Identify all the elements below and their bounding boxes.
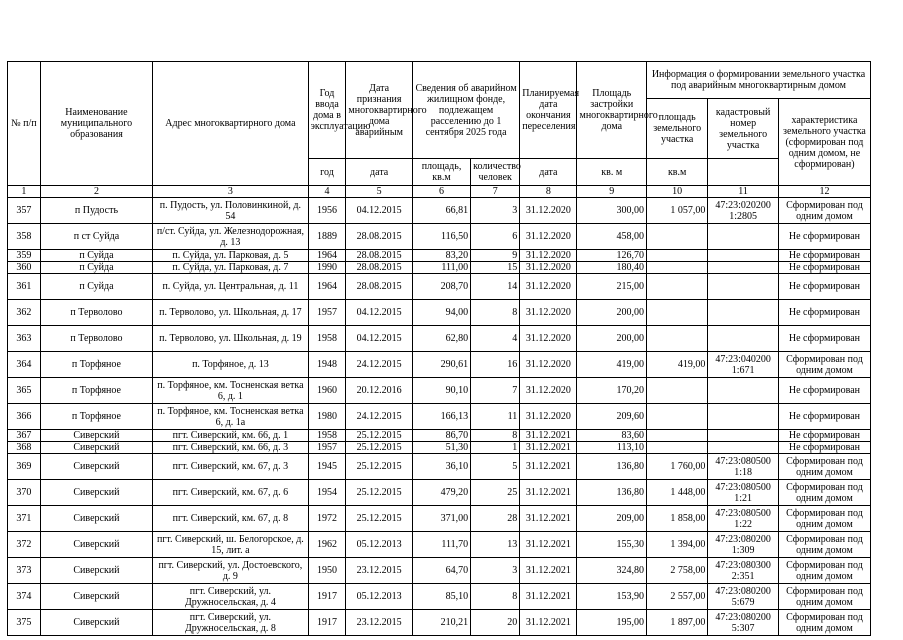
address-cell: п. Торфяное, км. Тосненская ветка 6, д. 1 bbox=[153, 378, 308, 404]
built-area-cell: 215,00 bbox=[577, 274, 647, 300]
row-number-cell: 371 bbox=[8, 506, 41, 532]
plan-date-cell: 31.12.2020 bbox=[520, 352, 577, 378]
people-cell: 11 bbox=[471, 404, 520, 430]
date-cell: 24.12.2015 bbox=[346, 404, 412, 430]
row-number-cell: 358 bbox=[8, 224, 41, 250]
table-row bbox=[8, 224, 871, 250]
table-row bbox=[8, 250, 871, 262]
row-number-cell: 359 bbox=[8, 250, 41, 262]
header-address: Адрес многоквартирного дома bbox=[153, 62, 308, 186]
year-cell: 1956 bbox=[308, 198, 346, 224]
date-cell: 25.12.2015 bbox=[346, 480, 412, 506]
row-number-cell: 360 bbox=[8, 262, 41, 274]
land-area-cell: 2 557,00 bbox=[647, 584, 708, 610]
col-number: 1 bbox=[8, 186, 41, 198]
cadastral-cell: 47:23:080500 1:21 bbox=[708, 480, 779, 506]
characteristic-cell: Сформирован под одним домом bbox=[778, 532, 870, 558]
table-row bbox=[8, 532, 871, 558]
cadastral-cell bbox=[708, 224, 779, 250]
unit-people: количество человек bbox=[471, 159, 520, 186]
cadastral-cell bbox=[708, 300, 779, 326]
people-cell: 8 bbox=[471, 300, 520, 326]
col-number: 2 bbox=[40, 186, 152, 198]
built-area-cell: 126,70 bbox=[577, 250, 647, 262]
cadastral-cell bbox=[708, 442, 779, 454]
characteristic-cell: Не сформирован bbox=[778, 250, 870, 262]
address-cell: п. Суйда, ул. Центральная, д. 11 bbox=[153, 274, 308, 300]
area-cell: 51,30 bbox=[412, 442, 470, 454]
date-cell: 25.12.2015 bbox=[346, 430, 412, 442]
people-cell: 4 bbox=[471, 326, 520, 352]
plan-date-cell: 31.12.2021 bbox=[520, 480, 577, 506]
unit-land-area: кв.м bbox=[647, 159, 708, 186]
year-cell: 1945 bbox=[308, 454, 346, 480]
people-cell: 8 bbox=[471, 430, 520, 442]
address-cell: пгт. Сиверский, ул. Дружносельская, д. 8 bbox=[153, 610, 308, 636]
row-number-cell: 362 bbox=[8, 300, 41, 326]
area-cell: 290,61 bbox=[412, 352, 470, 378]
cadastral-cell bbox=[708, 326, 779, 352]
date-cell: 28.08.2015 bbox=[346, 274, 412, 300]
land-area-cell: 1 858,00 bbox=[647, 506, 708, 532]
characteristic-cell: Не сформирован bbox=[778, 224, 870, 250]
cadastral-cell: 47:23:080500 1:18 bbox=[708, 454, 779, 480]
header-year: Год ввода дома в эксплуатацию bbox=[308, 62, 346, 159]
address-cell: п. Торфяное, д. 13 bbox=[153, 352, 308, 378]
characteristic-cell: Сформирован под одним домом bbox=[778, 352, 870, 378]
land-area-cell bbox=[647, 250, 708, 262]
municipality-cell: п Суйда bbox=[40, 274, 152, 300]
municipality-cell: Сиверский bbox=[40, 610, 152, 636]
address-cell: п. Суйда, ул. Парковая, д. 5 bbox=[153, 250, 308, 262]
header-built-area: Площадь застройки многоквартирного дома bbox=[577, 62, 647, 159]
built-area-cell: 136,80 bbox=[577, 480, 647, 506]
date-cell: 04.12.2015 bbox=[346, 198, 412, 224]
characteristic-cell: Не сформирован bbox=[778, 274, 870, 300]
row-number-cell: 361 bbox=[8, 274, 41, 300]
people-cell: 7 bbox=[471, 378, 520, 404]
municipality-cell: п Торфяное bbox=[40, 404, 152, 430]
characteristic-cell: Сформирован под одним домом bbox=[778, 506, 870, 532]
municipality-cell: п Торфяное bbox=[40, 352, 152, 378]
cadastral-cell bbox=[708, 262, 779, 274]
header-recognition-date: Дата признания многоквартирного дома аварийным bbox=[346, 62, 412, 159]
land-area-cell bbox=[647, 224, 708, 250]
row-number-cell: 367 bbox=[8, 430, 41, 442]
characteristic-cell: Не сформирован bbox=[778, 326, 870, 352]
cadastral-cell: 47:23:080300 2:351 bbox=[708, 558, 779, 584]
plan-date-cell: 31.12.2021 bbox=[520, 430, 577, 442]
address-cell: п. Пудость, ул. Половинкиной, д. 54 bbox=[153, 198, 308, 224]
plan-date-cell: 31.12.2020 bbox=[520, 274, 577, 300]
municipality-cell: Сиверский bbox=[40, 506, 152, 532]
built-area-cell: 209,00 bbox=[577, 506, 647, 532]
date-cell: 25.12.2015 bbox=[346, 442, 412, 454]
characteristic-cell: Сформирован под одним домом bbox=[778, 454, 870, 480]
date-cell: 28.08.2015 bbox=[346, 262, 412, 274]
plan-date-cell: 31.12.2021 bbox=[520, 442, 577, 454]
table-body bbox=[8, 198, 871, 636]
unit-cadastral bbox=[708, 159, 779, 186]
built-area-cell: 170,20 bbox=[577, 378, 647, 404]
people-cell: 16 bbox=[471, 352, 520, 378]
area-cell: 208,70 bbox=[412, 274, 470, 300]
table-row bbox=[8, 326, 871, 352]
built-area-cell: 113,10 bbox=[577, 442, 647, 454]
land-area-cell bbox=[647, 404, 708, 430]
people-cell: 20 bbox=[471, 610, 520, 636]
year-cell: 1948 bbox=[308, 352, 346, 378]
year-cell: 1917 bbox=[308, 584, 346, 610]
area-cell: 479,20 bbox=[412, 480, 470, 506]
land-area-cell bbox=[647, 430, 708, 442]
year-cell: 1958 bbox=[308, 430, 346, 442]
people-cell: 15 bbox=[471, 262, 520, 274]
date-cell: 23.12.2015 bbox=[346, 558, 412, 584]
col-number: 8 bbox=[520, 186, 577, 198]
year-cell: 1917 bbox=[308, 610, 346, 636]
characteristic-cell: Не сформирован bbox=[778, 442, 870, 454]
land-area-cell: 2 758,00 bbox=[647, 558, 708, 584]
table-row bbox=[8, 274, 871, 300]
unit-year: год bbox=[308, 159, 346, 186]
date-cell: 20.12.2016 bbox=[346, 378, 412, 404]
date-cell: 28.08.2015 bbox=[346, 250, 412, 262]
table-row bbox=[8, 198, 871, 224]
area-cell: 66,81 bbox=[412, 198, 470, 224]
table-row bbox=[8, 404, 871, 430]
row-number-cell: 364 bbox=[8, 352, 41, 378]
characteristic-cell: Сформирован под одним домом bbox=[778, 610, 870, 636]
cadastral-cell: 47:23:080200 1:309 bbox=[708, 532, 779, 558]
municipality-cell: п Торфяное bbox=[40, 378, 152, 404]
emergency-housing-table bbox=[7, 61, 871, 636]
built-area-cell: 83,60 bbox=[577, 430, 647, 442]
unit-plan-date: дата bbox=[520, 159, 577, 186]
year-cell: 1972 bbox=[308, 506, 346, 532]
address-cell: пгт. Сиверский, ул. Достоевского, д. 9 bbox=[153, 558, 308, 584]
area-cell: 111,00 bbox=[412, 262, 470, 274]
table-row bbox=[8, 480, 871, 506]
land-area-cell: 1 057,00 bbox=[647, 198, 708, 224]
characteristic-cell: Не сформирован bbox=[778, 262, 870, 274]
area-cell: 36,10 bbox=[412, 454, 470, 480]
area-cell: 94,00 bbox=[412, 300, 470, 326]
cadastral-cell: 47:23:040200 1:671 bbox=[708, 352, 779, 378]
column-numbers-row bbox=[8, 186, 871, 198]
characteristic-cell: Не сформирован bbox=[778, 378, 870, 404]
municipality-cell: п Терволово bbox=[40, 300, 152, 326]
municipality-cell: п Терволово bbox=[40, 326, 152, 352]
built-area-cell: 300,00 bbox=[577, 198, 647, 224]
unit-area: площадь, кв.м bbox=[412, 159, 470, 186]
row-number-cell: 375 bbox=[8, 610, 41, 636]
land-area-cell: 1 760,00 bbox=[647, 454, 708, 480]
plan-date-cell: 31.12.2020 bbox=[520, 378, 577, 404]
col-number: 10 bbox=[647, 186, 708, 198]
address-cell: пгт. Сиверский, ул. Дружносельская, д. 4 bbox=[153, 584, 308, 610]
header-number: № п/п bbox=[8, 62, 41, 186]
area-cell: 90,10 bbox=[412, 378, 470, 404]
date-cell: 05.12.2013 bbox=[346, 584, 412, 610]
municipality-cell: Сиверский bbox=[40, 584, 152, 610]
plan-date-cell: 31.12.2020 bbox=[520, 326, 577, 352]
address-cell: пгт. Сиверский, ш. Белогорское, д. 15, лит. а bbox=[153, 532, 308, 558]
col-number: 11 bbox=[708, 186, 779, 198]
cadastral-cell: 47:23:080200 5:679 bbox=[708, 584, 779, 610]
area-cell: 64,70 bbox=[412, 558, 470, 584]
municipality-cell: Сиверский bbox=[40, 442, 152, 454]
cadastral-cell bbox=[708, 430, 779, 442]
row-number-cell: 370 bbox=[8, 480, 41, 506]
address-cell: п. Терволово, ул. Школьная, д. 19 bbox=[153, 326, 308, 352]
characteristic-cell: Не сформирован bbox=[778, 300, 870, 326]
row-number-cell: 365 bbox=[8, 378, 41, 404]
cadastral-cell bbox=[708, 404, 779, 430]
land-area-cell bbox=[647, 326, 708, 352]
built-area-cell: 153,90 bbox=[577, 584, 647, 610]
table-header bbox=[8, 62, 871, 198]
area-cell: 83,20 bbox=[412, 250, 470, 262]
address-cell: пгт. Сиверский, км. 67, д. 6 bbox=[153, 480, 308, 506]
people-cell: 28 bbox=[471, 506, 520, 532]
characteristic-cell: Сформирован под одним домом bbox=[778, 198, 870, 224]
table-row bbox=[8, 262, 871, 274]
plan-date-cell: 31.12.2021 bbox=[520, 532, 577, 558]
built-area-cell: 458,00 bbox=[577, 224, 647, 250]
row-number-cell: 366 bbox=[8, 404, 41, 430]
date-cell: 25.12.2015 bbox=[346, 506, 412, 532]
table-row bbox=[8, 558, 871, 584]
year-cell: 1980 bbox=[308, 404, 346, 430]
municipality-cell: Сиверский bbox=[40, 532, 152, 558]
built-area-cell: 324,80 bbox=[577, 558, 647, 584]
plan-date-cell: 31.12.2021 bbox=[520, 454, 577, 480]
municipality-cell: Сиверский bbox=[40, 454, 152, 480]
year-cell: 1958 bbox=[308, 326, 346, 352]
land-area-cell: 1 448,00 bbox=[647, 480, 708, 506]
year-cell: 1957 bbox=[308, 300, 346, 326]
date-cell: 05.12.2013 bbox=[346, 532, 412, 558]
header-fund-info: Сведения об аварийном жилищном фонде, подлежащем расселению до 1 сентября 2025 года bbox=[412, 62, 519, 159]
municipality-cell: Сиверский bbox=[40, 480, 152, 506]
built-area-cell: 136,80 bbox=[577, 454, 647, 480]
cadastral-cell bbox=[708, 378, 779, 404]
plan-date-cell: 31.12.2021 bbox=[520, 610, 577, 636]
year-cell: 1954 bbox=[308, 480, 346, 506]
col-number: 5 bbox=[346, 186, 412, 198]
plan-date-cell: 31.12.2020 bbox=[520, 262, 577, 274]
plan-date-cell: 31.12.2021 bbox=[520, 558, 577, 584]
area-cell: 166,13 bbox=[412, 404, 470, 430]
year-cell: 1962 bbox=[308, 532, 346, 558]
header-land-info: Информация о формировании земельного участка под аварийным многоквартирным домом bbox=[647, 62, 871, 99]
land-area-cell: 419,00 bbox=[647, 352, 708, 378]
built-area-cell: 200,00 bbox=[577, 300, 647, 326]
table-row bbox=[8, 378, 871, 404]
header-land-area: площадь земельного участка bbox=[647, 99, 708, 159]
cadastral-cell bbox=[708, 274, 779, 300]
year-cell: 1957 bbox=[308, 442, 346, 454]
row-number-cell: 374 bbox=[8, 584, 41, 610]
built-area-cell: 180,40 bbox=[577, 262, 647, 274]
row-number-cell: 369 bbox=[8, 454, 41, 480]
municipality-cell: п ст Суйда bbox=[40, 224, 152, 250]
address-cell: пгт. Сиверский, км. 67, д. 3 bbox=[153, 454, 308, 480]
plan-date-cell: 31.12.2020 bbox=[520, 250, 577, 262]
unit-date: дата bbox=[346, 159, 412, 186]
year-cell: 1889 bbox=[308, 224, 346, 250]
cadastral-cell: 47:23:080200 5:307 bbox=[708, 610, 779, 636]
year-cell: 1964 bbox=[308, 274, 346, 300]
cadastral-cell: 47:23:020200 1:2805 bbox=[708, 198, 779, 224]
area-cell: 85,10 bbox=[412, 584, 470, 610]
characteristic-cell: Сформирован под одним домом bbox=[778, 584, 870, 610]
people-cell: 25 bbox=[471, 480, 520, 506]
address-cell: пгт. Сиверский, км. 66, д. 1 bbox=[153, 430, 308, 442]
built-area-cell: 419,00 bbox=[577, 352, 647, 378]
area-cell: 86,70 bbox=[412, 430, 470, 442]
land-area-cell: 1 897,00 bbox=[647, 610, 708, 636]
plan-date-cell: 31.12.2020 bbox=[520, 404, 577, 430]
table-row bbox=[8, 352, 871, 378]
area-cell: 210,21 bbox=[412, 610, 470, 636]
address-cell: п. Терволово, ул. Школьная, д. 17 bbox=[153, 300, 308, 326]
header-plan-date: Планируемая дата окончания переселения bbox=[520, 62, 577, 159]
area-cell: 62,80 bbox=[412, 326, 470, 352]
year-cell: 1990 bbox=[308, 262, 346, 274]
built-area-cell: 200,00 bbox=[577, 326, 647, 352]
land-area-cell bbox=[647, 442, 708, 454]
date-cell: 25.12.2015 bbox=[346, 454, 412, 480]
cadastral-cell bbox=[708, 250, 779, 262]
area-cell: 116,50 bbox=[412, 224, 470, 250]
characteristic-cell: Сформирован под одним домом bbox=[778, 480, 870, 506]
people-cell: 3 bbox=[471, 558, 520, 584]
plan-date-cell: 31.12.2020 bbox=[520, 300, 577, 326]
header-cadastral: кадастровый номер земельного участка bbox=[708, 99, 779, 159]
municipality-cell: п Суйда bbox=[40, 262, 152, 274]
built-area-cell: 155,30 bbox=[577, 532, 647, 558]
people-cell: 3 bbox=[471, 198, 520, 224]
table-row bbox=[8, 442, 871, 454]
table-row bbox=[8, 584, 871, 610]
table-row bbox=[8, 506, 871, 532]
municipality-cell: Сиверский bbox=[40, 430, 152, 442]
area-cell: 371,00 bbox=[412, 506, 470, 532]
table-row bbox=[8, 454, 871, 480]
year-cell: 1960 bbox=[308, 378, 346, 404]
address-cell: п/ст. Суйда, ул. Железнодорожная, д. 13 bbox=[153, 224, 308, 250]
plan-date-cell: 31.12.2021 bbox=[520, 506, 577, 532]
table-row bbox=[8, 300, 871, 326]
date-cell: 24.12.2015 bbox=[346, 352, 412, 378]
date-cell: 04.12.2015 bbox=[346, 300, 412, 326]
year-cell: 1964 bbox=[308, 250, 346, 262]
col-number: 6 bbox=[412, 186, 470, 198]
address-cell: п. Торфяное, км. Тосненская ветка 6, д. 1а bbox=[153, 404, 308, 430]
plan-date-cell: 31.12.2020 bbox=[520, 198, 577, 224]
land-area-cell bbox=[647, 274, 708, 300]
row-number-cell: 368 bbox=[8, 442, 41, 454]
date-cell: 28.08.2015 bbox=[346, 224, 412, 250]
plan-date-cell: 31.12.2021 bbox=[520, 584, 577, 610]
date-cell: 04.12.2015 bbox=[346, 326, 412, 352]
header-municipality: Наименование муниципального образования bbox=[40, 62, 152, 186]
built-area-cell: 195,00 bbox=[577, 610, 647, 636]
land-area-cell bbox=[647, 262, 708, 274]
address-cell: пгт. Сиверский, км. 66, д. 3 bbox=[153, 442, 308, 454]
unit-built-area: кв. м bbox=[577, 159, 647, 186]
cadastral-cell: 47:23:080500 1:22 bbox=[708, 506, 779, 532]
land-area-cell: 1 394,00 bbox=[647, 532, 708, 558]
address-cell: п. Суйда, ул. Парковая, д. 7 bbox=[153, 262, 308, 274]
land-area-cell bbox=[647, 378, 708, 404]
col-number: 3 bbox=[153, 186, 308, 198]
characteristic-cell: Не сформирован bbox=[778, 430, 870, 442]
built-area-cell: 209,60 bbox=[577, 404, 647, 430]
area-cell: 111,70 bbox=[412, 532, 470, 558]
characteristic-cell: Сформирован под одним домом bbox=[778, 558, 870, 584]
col-number: 9 bbox=[577, 186, 647, 198]
row-number-cell: 372 bbox=[8, 532, 41, 558]
people-cell: 1 bbox=[471, 442, 520, 454]
land-area-cell bbox=[647, 300, 708, 326]
table-row bbox=[8, 610, 871, 636]
characteristic-cell: Не сформирован bbox=[778, 404, 870, 430]
people-cell: 13 bbox=[471, 532, 520, 558]
date-cell: 23.12.2015 bbox=[346, 610, 412, 636]
municipality-cell: п Суйда bbox=[40, 250, 152, 262]
plan-date-cell: 31.12.2020 bbox=[520, 224, 577, 250]
people-cell: 8 bbox=[471, 584, 520, 610]
year-cell: 1950 bbox=[308, 558, 346, 584]
table-row bbox=[8, 430, 871, 442]
people-cell: 5 bbox=[471, 454, 520, 480]
people-cell: 9 bbox=[471, 250, 520, 262]
col-number: 4 bbox=[308, 186, 346, 198]
row-number-cell: 363 bbox=[8, 326, 41, 352]
row-number-cell: 357 bbox=[8, 198, 41, 224]
people-cell: 14 bbox=[471, 274, 520, 300]
people-cell: 6 bbox=[471, 224, 520, 250]
col-number: 7 bbox=[471, 186, 520, 198]
row-number-cell: 373 bbox=[8, 558, 41, 584]
col-number: 12 bbox=[778, 186, 870, 198]
header-characteristic: характеристика земельного участка (сформирован под одним домом, не сформирован) bbox=[778, 99, 870, 186]
address-cell: пгт. Сиверский, км. 67, д. 8 bbox=[153, 506, 308, 532]
municipality-cell: Сиверский bbox=[40, 558, 152, 584]
municipality-cell: п Пудость bbox=[40, 198, 152, 224]
